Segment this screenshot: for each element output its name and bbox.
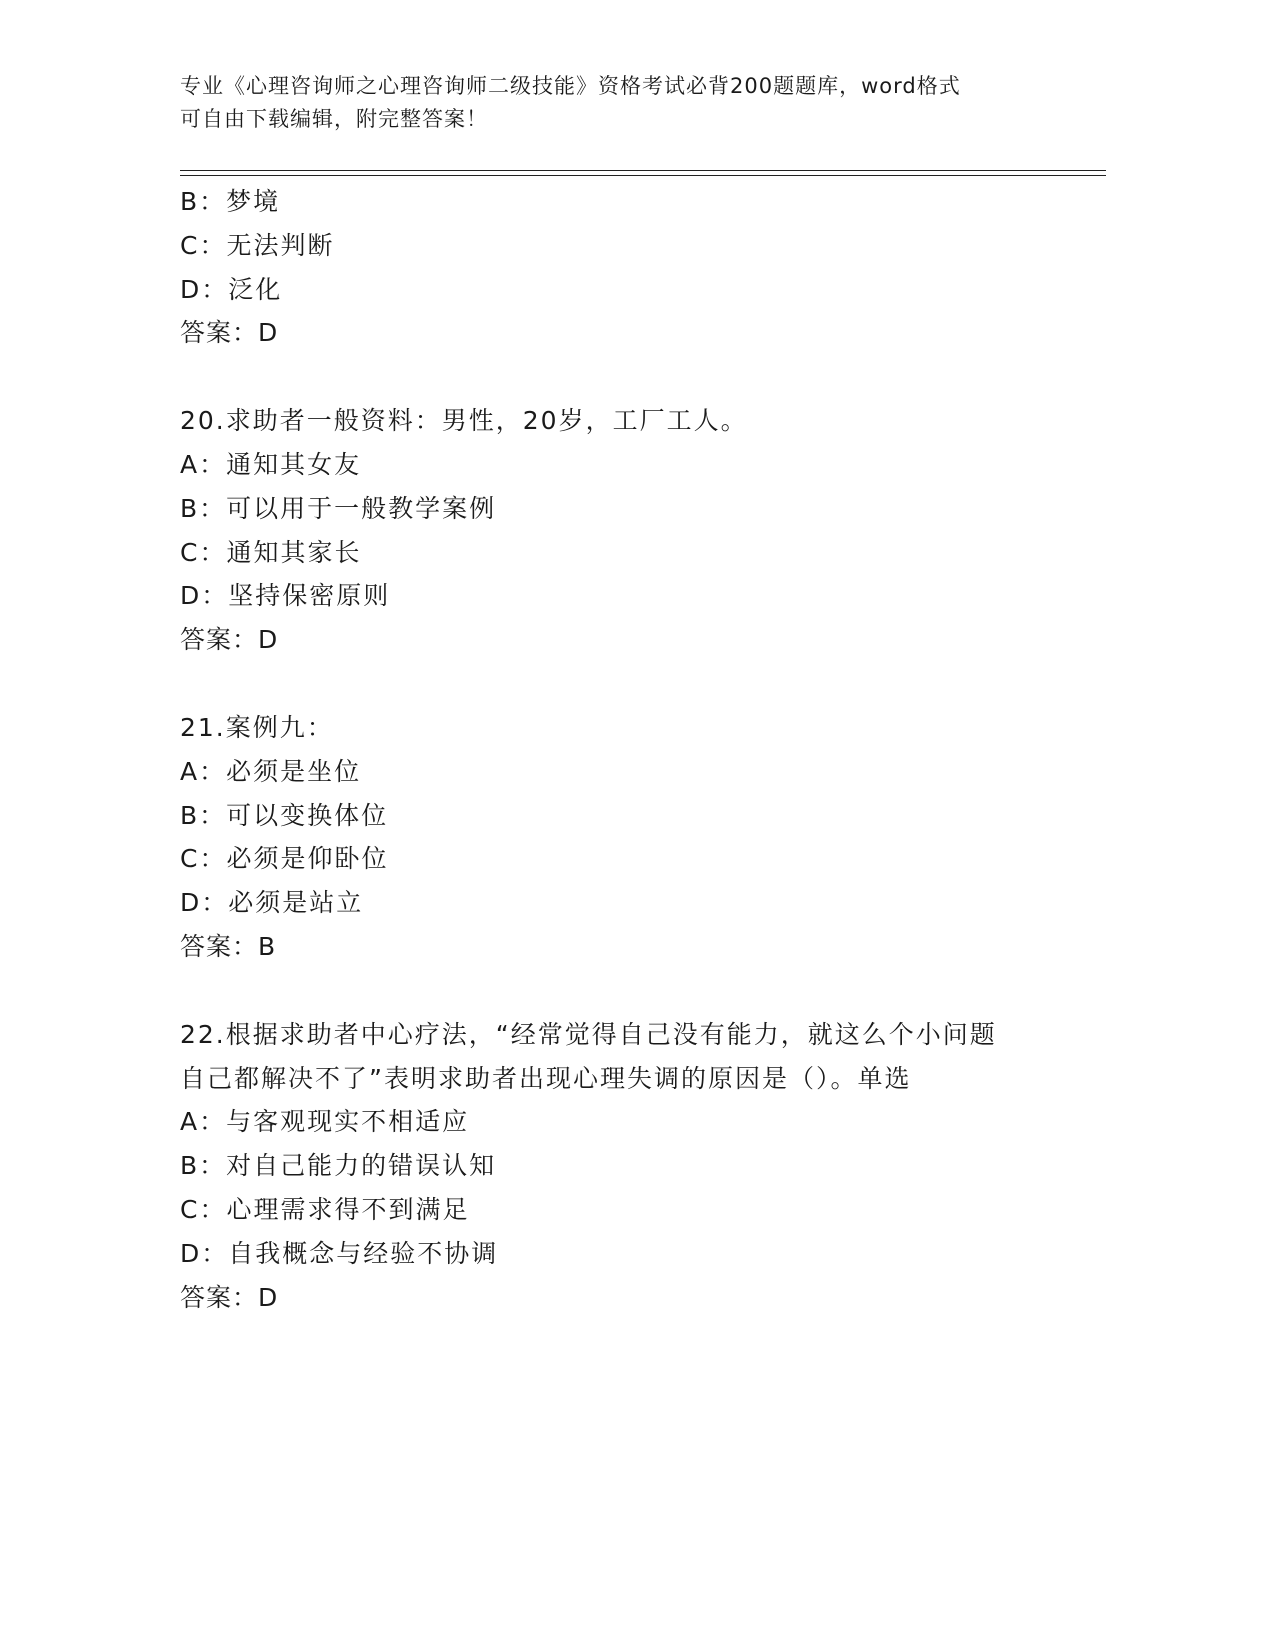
question-text: 20.求助者一般资料：男性，20岁，工厂工人。 xyxy=(180,406,748,436)
option-d: D：坚持保密原则 xyxy=(180,581,391,611)
option-a: A：通知其女友 xyxy=(180,449,362,479)
question-list xyxy=(180,180,1080,1319)
option-b: B：对自己能力的错误认知 xyxy=(180,1151,497,1181)
answer: 答案：D xyxy=(180,625,279,655)
option-d: D：必须是站立 xyxy=(180,888,364,918)
answer: 答案：B xyxy=(180,931,277,961)
option-c: C：通知其家长 xyxy=(180,537,362,567)
option-d: D：自我概念与经验不协调 xyxy=(180,1238,499,1268)
option-a: A：必须是坐位 xyxy=(180,756,362,786)
question-text-line-2: 自己都解决不了”表明求助者出现心理失调的原因是（）。单选 xyxy=(180,1063,912,1093)
question-text-line-1: 22.根据求助者中心疗法，“经常觉得自己没有能力，就这么个小问题 xyxy=(180,1019,997,1049)
option-c: C：必须是仰卧位 xyxy=(180,844,389,874)
option-b: B：梦境 xyxy=(180,187,281,216)
option-b: B：可以用于一般教学案例 xyxy=(180,493,497,523)
option-c: C：心理需求得不到满足 xyxy=(180,1194,470,1224)
question-block-previous xyxy=(180,180,1080,355)
option-a: A：与客观现实不相适应 xyxy=(180,1107,470,1137)
option-b: B：可以变换体位 xyxy=(180,800,389,830)
header-line-1: 专业《心理咨询师之心理咨询师二级技能》资格考试必背200题题库，word格式 xyxy=(180,74,961,98)
header-rule-bottom xyxy=(180,175,1106,176)
document-header xyxy=(180,70,1060,136)
question-text: 21.案例九： xyxy=(180,712,334,742)
answer: 答案：D xyxy=(180,1282,279,1312)
header-line-2: 可自由下载编辑，附完整答案！ xyxy=(180,107,488,131)
question-block-20 xyxy=(180,399,1080,662)
option-c: C：无法判断 xyxy=(180,230,335,260)
question-block-22 xyxy=(180,1013,1080,1320)
spacer xyxy=(180,355,1080,399)
spacer xyxy=(180,969,1080,1013)
answer: 答案：D xyxy=(180,318,279,348)
spacer xyxy=(180,662,1080,706)
header-rule-top xyxy=(180,170,1106,171)
option-d: D：泛化 xyxy=(180,274,283,304)
question-block-21 xyxy=(180,706,1080,969)
